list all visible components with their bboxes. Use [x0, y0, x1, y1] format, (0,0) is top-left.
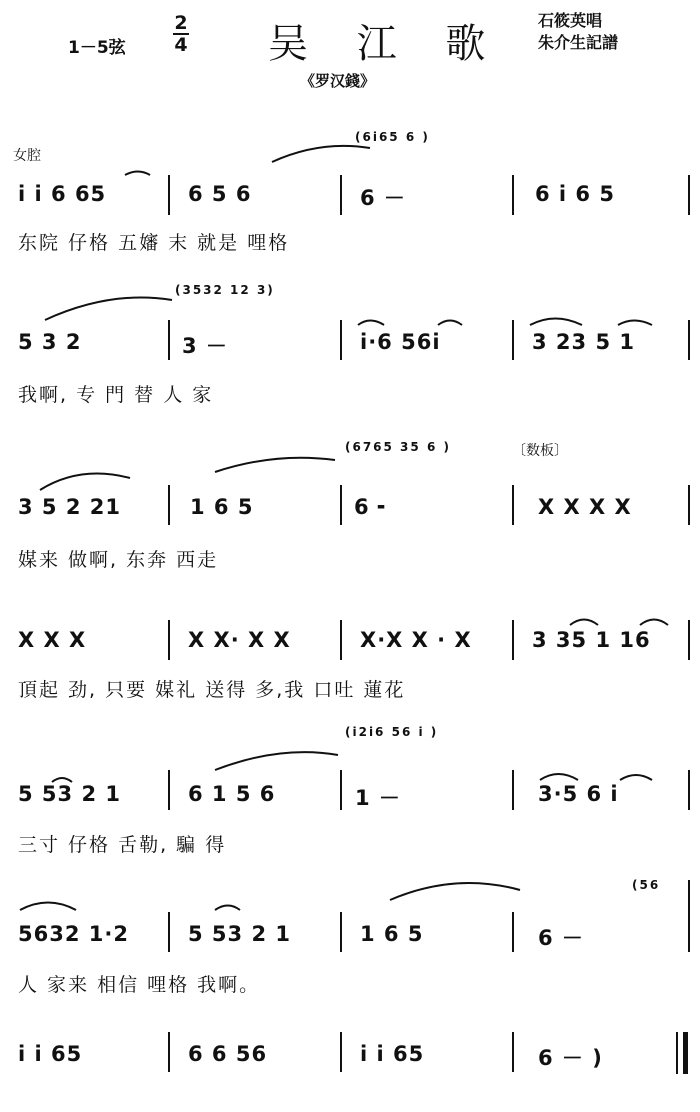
- barline: [676, 1032, 678, 1074]
- time-signature-bottom: 4: [174, 34, 188, 56]
- barline: [168, 620, 170, 660]
- slur: [215, 906, 240, 911]
- barline: [340, 620, 342, 660]
- barline: [688, 770, 690, 810]
- instrumental-interlude: (56: [632, 878, 661, 892]
- measure-notes: X X X: [18, 628, 87, 652]
- measure-notes: 3 5 2 21: [18, 495, 121, 519]
- barline: [512, 912, 514, 952]
- slur: [215, 752, 338, 770]
- final-barline: [683, 1032, 688, 1074]
- measure-notes: 6 6 56: [188, 1042, 268, 1066]
- slur: [358, 321, 384, 326]
- measure-notes: X X X X: [538, 495, 632, 519]
- barline: [688, 175, 690, 215]
- measure-notes: i i 65: [18, 1042, 83, 1066]
- instrumental-interlude: (6i65 6 ): [355, 130, 430, 144]
- tune-name: 《罗汉錢》: [300, 72, 376, 90]
- measure-notes: 6 ╸: [354, 495, 392, 519]
- barline: [512, 620, 514, 660]
- measure-notes: 6 －: [360, 186, 406, 210]
- slur: [618, 321, 652, 326]
- barline: [168, 175, 170, 215]
- barline: [340, 485, 342, 525]
- barline: [168, 912, 170, 952]
- section-marker: 〔数板〕: [512, 443, 568, 459]
- lyrics-line: 我啊, 专 門 替 人 家: [18, 384, 214, 406]
- measure-notes: 3·5 6 i: [538, 782, 619, 806]
- credit-transcriber: 朱介生記譜: [538, 33, 619, 52]
- barline: [340, 912, 342, 952]
- instrumental-interlude: (i2i6 56 i ): [345, 725, 439, 739]
- lyrics-line: 頂起 劲, 只要 媒礼 送得 多,我 口吐 蓮花: [18, 679, 406, 701]
- barline: [340, 770, 342, 810]
- barline: [340, 175, 342, 215]
- barline: [168, 1032, 170, 1072]
- barline: [512, 1032, 514, 1072]
- measure-notes: 6 1 5 6: [188, 782, 276, 806]
- lyrics-line: 三寸 仔格 舌勒, 騙 得: [18, 834, 227, 856]
- measure-notes: 6 －: [538, 926, 584, 950]
- slur: [272, 146, 370, 162]
- measure-notes: i i 65: [360, 1042, 425, 1066]
- measure-notes: i i 6 65: [18, 182, 107, 206]
- song-title: 吴 江 歌: [268, 21, 504, 67]
- slur: [40, 474, 130, 490]
- measure-notes: 5632 1·2: [18, 922, 129, 946]
- barline: [168, 770, 170, 810]
- barline: [512, 485, 514, 525]
- measure-notes: 3 23 5 1: [532, 330, 635, 354]
- lyrics-line: 媒来 做啊, 东奔 西走: [18, 549, 219, 571]
- barline: [168, 320, 170, 360]
- barline: [688, 620, 690, 660]
- slur: [20, 903, 76, 911]
- lyrics-line: 人 家来 相信 哩格 我啊。: [18, 974, 261, 996]
- measure-notes: 6 － ): [538, 1046, 603, 1070]
- barline: [340, 320, 342, 360]
- measure-notes: 1 6 5: [190, 495, 254, 519]
- measure-notes: 5 53 2 1: [18, 782, 121, 806]
- barline: [512, 175, 514, 215]
- barline: [512, 320, 514, 360]
- measure-notes: i·6 56i: [360, 330, 441, 354]
- slur: [390, 883, 520, 900]
- barline: [688, 485, 690, 525]
- measure-notes: 3 35 1 16: [532, 628, 651, 652]
- credit-singer: 石筱英唱: [538, 11, 603, 30]
- slur: [570, 620, 598, 626]
- barline: [340, 1032, 342, 1072]
- instrumental-interlude: (6765 35 6 ): [345, 440, 451, 454]
- measure-notes: 1 －: [355, 786, 401, 810]
- slur: [620, 775, 652, 780]
- slur: [125, 172, 150, 176]
- instrumental-interlude: (3532 12 3): [175, 283, 275, 297]
- measure-notes: 6 i 6 5: [535, 182, 615, 206]
- string-tuning: 1－5弦: [68, 38, 126, 58]
- measure-notes: 5 53 2 1: [188, 922, 291, 946]
- barline: [688, 880, 690, 952]
- slur: [438, 321, 462, 326]
- measure-notes: X X· X X: [188, 628, 291, 652]
- barline: [512, 770, 514, 810]
- measure-notes: 1 6 5: [360, 922, 424, 946]
- slur: [540, 774, 578, 780]
- lyrics-line: 东院 仔格 五嬸 末 就是 哩格: [18, 232, 290, 254]
- barline: [168, 485, 170, 525]
- measure-notes: 5 3 2: [18, 330, 82, 354]
- slur: [215, 458, 335, 472]
- measure-notes: 3 －: [182, 334, 228, 358]
- measure-notes: X·X X · X: [360, 628, 472, 652]
- voice-label: 女腔: [13, 148, 41, 164]
- slur: [530, 319, 582, 326]
- measure-notes: 6 5 6: [188, 182, 252, 206]
- barline: [688, 320, 690, 360]
- time-signature-top: 2: [174, 12, 188, 34]
- slur: [640, 620, 668, 626]
- slur: [45, 298, 172, 321]
